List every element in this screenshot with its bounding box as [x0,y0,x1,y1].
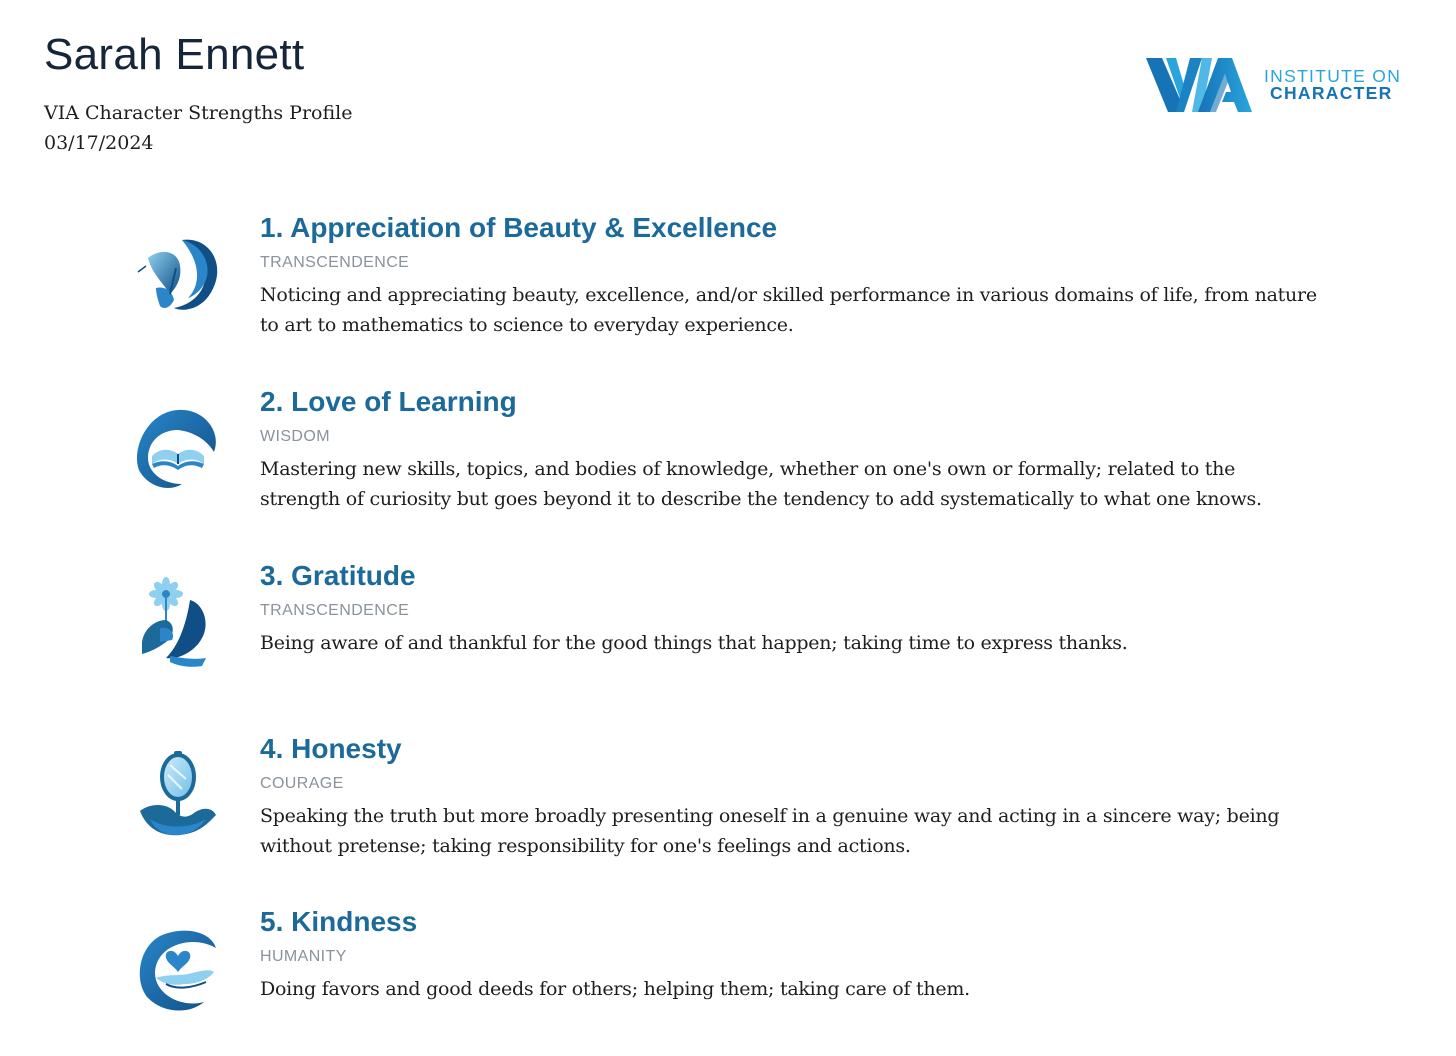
strength-virtue: TRANSCENDENCE [260,254,410,271]
strength-description: Noticing and appreciating beauty, excellence, and/or skilled performance in various domains of life, from nature to art to mathematics to science to everyday experience. [260,284,1317,336]
strength-virtue: HUMANITY [260,948,347,965]
strength-title: 2. Love of Learning [260,386,517,417]
hand-flower-icon [130,576,226,672]
profile-title: VIA Character Strengths Profile [44,102,353,124]
strength-title: 4. Honesty [260,733,402,764]
strength-description: Speaking the truth but more broadly presenting oneself in a genuine way and acting in a sincere way; being without pretense; taking responsibility for one's feelings and actions. [260,805,1280,857]
open-book-icon [130,402,226,498]
profile-header [44,98,352,158]
profile-name: Sarah Ennett [44,30,305,79]
butterfly-icon [130,228,226,324]
strength-item-2 [130,386,1330,536]
hand-heart-icon [130,922,226,1018]
strength-virtue: WISDOM [260,428,330,445]
via-mark-icon [1146,52,1264,116]
mirror-icon [130,749,226,845]
strength-virtue: TRANSCENDENCE [260,602,410,619]
strength-item-1 [130,212,1330,362]
logo-line-2: CHARACTER [1270,83,1393,103]
strength-title: 3. Gratitude [260,560,416,591]
strength-item-4 [130,733,1330,883]
strength-item-3 [130,560,1330,710]
strength-item-5 [130,906,1330,1056]
via-logo-text [1264,68,1401,102]
strength-title: 1. Appreciation of Beauty & Excellence [260,212,778,243]
strength-description: Doing favors and good deeds for others; helping them; taking care of them. [260,978,970,1000]
logo-line-1: INSTITUTE ON [1264,66,1402,86]
profile-date: 03/17/2024 [44,132,154,154]
strength-title: 5. Kindness [260,906,418,937]
strength-description: Being aware of and thankful for the good things that happen; taking time to express thanks. [260,632,1128,654]
strength-virtue: COURAGE [260,775,344,792]
via-logo [1146,52,1404,116]
strength-description: Mastering new skills, topics, and bodies of knowledge, whether on one's own or formally; related to the strength of curiosity but goes beyond it to describe the tendency to add systematically to what one knows. [260,458,1262,510]
